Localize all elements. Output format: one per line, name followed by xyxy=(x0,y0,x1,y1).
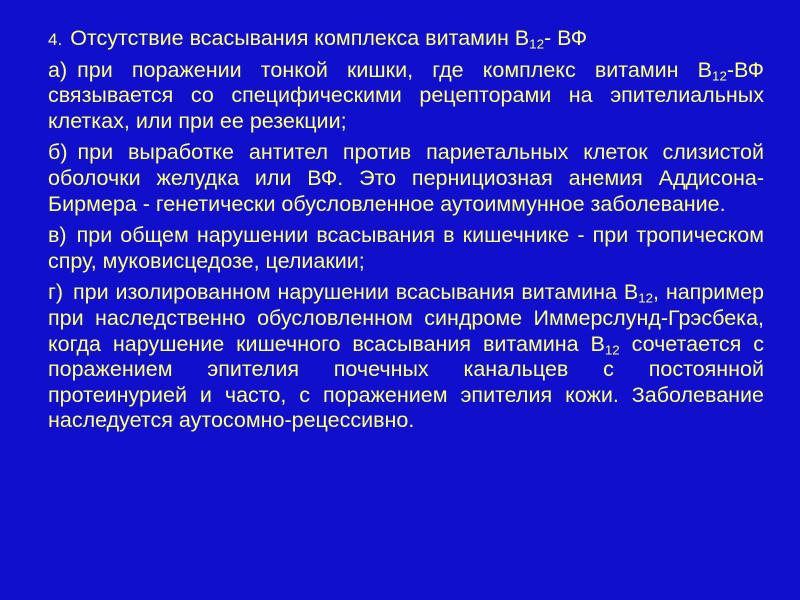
heading-subscript: 12 xyxy=(529,36,544,52)
item-d-text-part3: сочетается с поражением эпителия почечных канальцев с постоянной протеинурией и часто, с поражением эпителия кожи. Заболевание наследуется аутосомно-рецессивно. xyxy=(48,331,764,433)
item-d xyxy=(48,280,764,434)
item-a xyxy=(48,58,764,135)
item-c-marker: в) xyxy=(48,223,67,248)
section-number: 4. xyxy=(48,30,63,49)
item-d-subscript-1: 12 xyxy=(638,291,654,307)
item-c xyxy=(48,223,764,274)
item-a-text-part2: -ВФ связывается со специфическими рецепторами на эпителиальных клетках, или при ее резекции; xyxy=(48,57,764,133)
item-b-text: при выработке антител против париетальных клеток слизистой оболочки желудка или ВФ. Это пернициозная анемия Аддисона-Бирмера - генетически обусловленное аутоиммунное заболевание. xyxy=(48,140,764,216)
item-a-text-part1: при поражении тонкой кишки, где комплекс витамин В xyxy=(77,57,713,82)
section-heading xyxy=(48,26,764,53)
item-d-text-part1: при изолированном нарушении всасывания витамина В xyxy=(73,280,639,305)
item-a-subscript: 12 xyxy=(712,68,727,84)
heading-tail: - ВФ xyxy=(543,26,588,50)
item-d-subscript-2: 12 xyxy=(604,342,620,358)
item-d-marker: г) xyxy=(48,280,64,305)
item-a-marker: а) xyxy=(48,57,68,82)
item-b xyxy=(48,140,764,217)
slide-content xyxy=(48,26,764,440)
heading-text: Отсутствие всасывания комплекса витамин В xyxy=(70,26,530,50)
item-c-text: при общем нарушении всасывания в кишечнике - при тропическом спру, муковисцедозе, целиакии; xyxy=(48,223,764,273)
item-b-marker: б) xyxy=(48,140,68,165)
item-d-text-part2: , например при наследственно обусловленном синдроме Иммерслунд-Грэсбека, когда нарушение кишечного всасывания витамина В xyxy=(48,280,764,356)
